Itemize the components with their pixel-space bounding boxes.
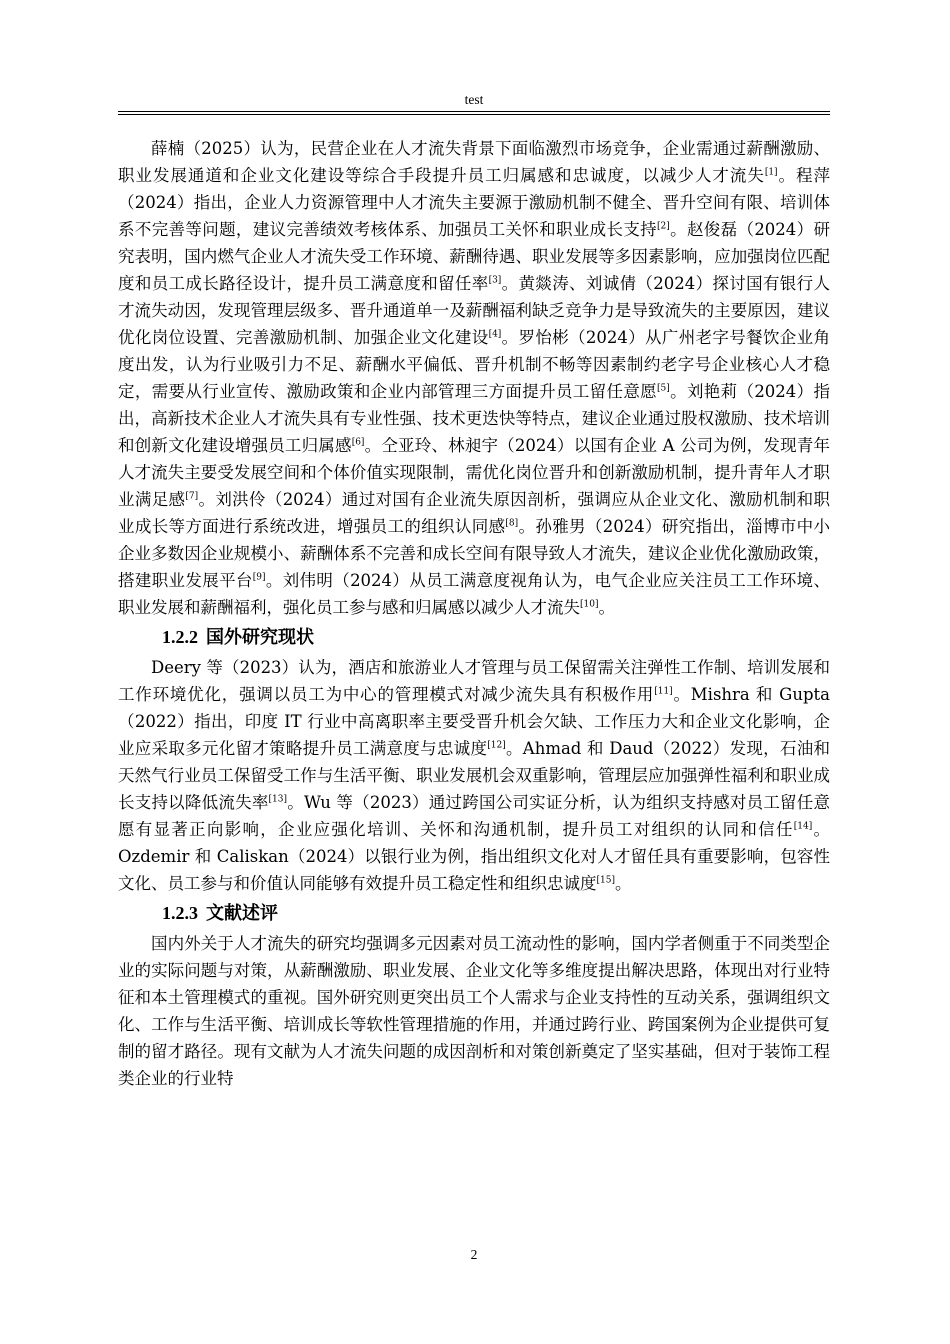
citation-12: [12] bbox=[487, 740, 506, 751]
section-number: 1.2.3 bbox=[162, 903, 198, 923]
section-title: 文献述评 bbox=[206, 903, 278, 924]
section-number: 1.2.2 bbox=[162, 627, 198, 647]
citation-11: [11] bbox=[654, 686, 673, 697]
citation-5: [5] bbox=[657, 383, 670, 394]
section-heading-1-2-2 bbox=[118, 621, 830, 654]
citation-9: [9] bbox=[252, 572, 266, 583]
citation-2: [2] bbox=[657, 221, 670, 232]
citation-1: [1] bbox=[764, 167, 778, 178]
section-title: 国外研究现状 bbox=[206, 627, 314, 648]
domestic-research-paragraph: 薛楠（2025）认为，民营企业在人才流失背景下面临激烈市场竞争，企业需通过薪酬激励、职业发展通道和企业文化建设等综合手段提升员工归属感和忠诚度，以减少人才流失[1]。程萍（2024）指出，企业人力资源管理中人才流失主要源于激励机制不健全、晋升空间有限、培训体系不完善等问题，建议完善绩效考核体系、加强员工关怀和职业成长支持[2]。赵俊磊（2024）研究表明，国内燃气企业人才流失受工作环境、薪酬待遇、职业发展等多因素影响，应加强岗位匹配度和员工成长路径设计，提升员工满意度和留任率[3]。黄燚涛、刘诚倩（2024）探讨国有银行人才流失动因，发现管理层级多、晋升通道单一及薪酬福利缺乏竞争力是导致流失的主要原因，建议优化岗位设置、完善激励机制、加强企业文化建设[4]。罗怡彬（2024）从广州老字号餐饮企业角度出发，认为行业吸引力不足、薪酬水平偏低、晋升机制不畅等因素制约老字号企业核心人才稳定，需要从行业宣传、激励政策和企业内部管理三方面提升员工留任意愿[5]。刘艳莉（2024）指出，高新技术企业人才流失具有专业性强、技术更迭快等特点，建议企业通过股权激励、技术培训和创新文化建设增强员工归属感[6]。仝亚玲、林昶宇（2024）以国有企业 A 公司为例，发现青年人才流失主要受发展空间和个体价值实现限制，需优化岗位晋升和创新激励机制，提升青年人才职业满足感[7]。刘洪伶（2024）通过对国有企业流失原因剖析，强调应从企业文化、激励机制和职业成长等方面进行系统改进，增强员工的组织认同感[8]。孙雅男（2024）研究指出，淄博市中小企业多数因企业规模小、薪酬体系不完善和成长空间有限导致人才流失，建议企业优化激励政策，搭建职业发展平台[9]。刘伟明（2024）从员工满意度视角认为，电气企业应关注员工工作环境、职业发展和薪酬福利，强化员工参与感和归属感以减少人才流失[10]。 bbox=[118, 139, 831, 617]
page-header: test bbox=[464, 92, 484, 107]
page-number: 2 bbox=[470, 1247, 478, 1262]
citation-7: [7] bbox=[185, 491, 199, 502]
citation-15: [15] bbox=[596, 875, 615, 886]
header-rule-top bbox=[118, 111, 830, 112]
citation-14: [14] bbox=[793, 821, 813, 832]
citation-3: [3] bbox=[488, 275, 502, 286]
section-heading-1-2-3 bbox=[118, 897, 830, 930]
citation-4: [4] bbox=[488, 329, 502, 340]
citation-13: [13] bbox=[268, 794, 288, 805]
citation-10: [10] bbox=[580, 599, 599, 610]
citation-8: [8] bbox=[505, 518, 519, 529]
citation-6: [6] bbox=[351, 437, 365, 448]
page-content bbox=[118, 135, 830, 1092]
literature-review-paragraph: 国内外关于人才流失的研究均强调多元因素对员工流动性的影响，国内学者侧重于不同类型企业的实际问题与对策，从薪酬激励、职业发展、企业文化等多维度提出解决思路，体现出对行业特征和本土管理模式的重视。国外研究则更突出员工个人需求与企业支持性的互动关系，强调组织文化、工作与生活平衡、培训成长等软性管理措施的作用，并通过跨行业、跨国案例为企业提供可复制的留才路径。现有文献为人才流失问题的成因剖析和对策创新奠定了坚实基础，但对于装饰工程类企业的行业特 bbox=[118, 934, 830, 1088]
header-rule-bottom bbox=[118, 114, 830, 115]
foreign-research-paragraph: Deery 等（2023）认为，酒店和旅游业人才管理与员工保留需关注弹性工作制、培训发展和工作环境优化，强调以员工为中心的管理模式对减少流失具有积极作用[11]。Mishra 和 Gupta（2022）指出，印度 IT 行业中高离职率主要受晋升机会欠缺、工作压力大和企业文化影响，企业应采取多元化留才策略提升员工满意度与忠诚度[12]。Ahmad 和 Daud（2022）发现，石油和天然气行业员工保留受工作与生活平衡、职业发展机会双重影响，管理层应加强弹性福利和职业成长支持以降低流失率[13]。Wu 等（2023）通过跨国公司实证分析，认为组织支持感对员工留任意愿有显著正向影响，企业应强化培训、关怀和沟通机制，提升员工对组织的认同和信任[14]。Ozdemir 和 Caliskan（2024）以银行业为例，指出组织文化对人才留任具有重要影响，包容性文化、员工参与和价值认同能够有效提升员工稳定性和组织忠诚度[15]。 bbox=[118, 658, 831, 893]
